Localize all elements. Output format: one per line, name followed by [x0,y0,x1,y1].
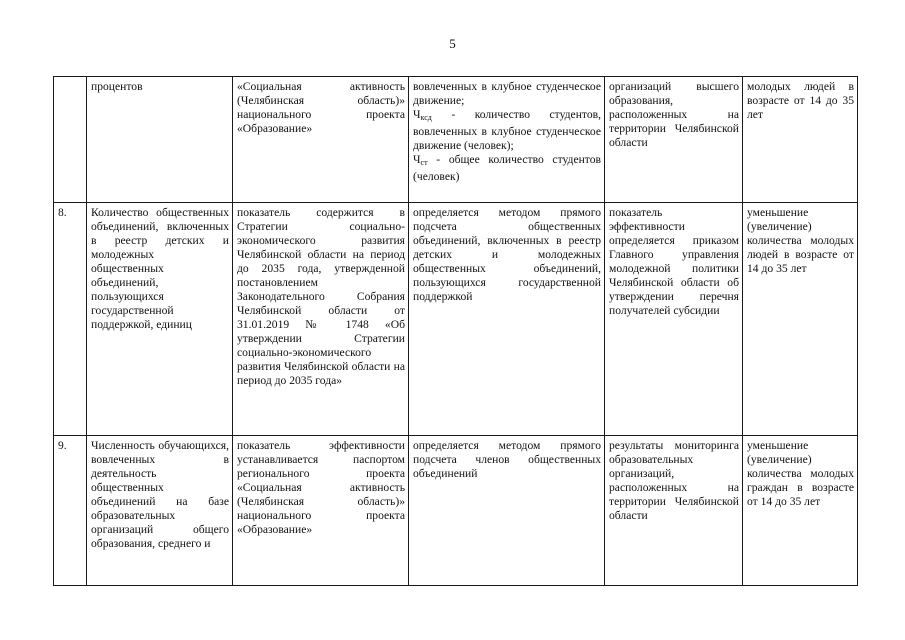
indicator-source: показатель эффективности устанавливается паспортом регионального проекта «Социальная активность (Челябинская область)» национального проекта «Образование» [233,436,409,586]
method-line: вовлеченных в клубное студенческое движение; [413,80,601,107]
row-number: 9. [54,436,87,586]
target-group: уменьшение (увеличение) количества молодых граждан в возрасте от 14 до 35 лет [743,436,858,586]
page-number: 5 [449,36,456,51]
calculation-method: определяется методом прямого подсчета общественных объединений, включенных в реестр детских и молодежных общественных объединений, пользующихся государственной поддержкой [409,203,605,436]
variable-symbol: Ч [413,153,421,166]
table-row [54,77,858,203]
calculation-method [409,77,605,203]
data-source: организаций высшего образования, расположенных на территории Челябинской области [605,77,743,203]
data-source: результаты мониторинга образовательных организаций, расположенных на территории Челябинской области [605,436,743,586]
indicator-name: Численность обучающихся, вовлеченных в деятельность общественных объединений на базе образовательных организаций общего образования, среднего и [87,436,233,586]
row-number [54,77,87,203]
variable-description: - количество студентов, вовлеченных в клубное студенческое движение (человек); [413,108,601,152]
table-row [54,203,858,436]
indicator-source: «Социальная активность (Челябинская область)» национального проекта «Образование» [233,77,409,203]
table-row [54,436,858,586]
variable-description: - общее количество студентов (человек) [413,153,601,183]
target-group: уменьшение (увеличение) количества молодых людей в возрасте от 14 до 35 лет [743,203,858,436]
variable-subscript: ст [420,158,428,167]
data-source: показатель эффективности определяется приказом Главного управления молодежной политики Челябинской области об утверждении перечня получателей субсидии [605,203,743,436]
variable-subscript: ксд [420,113,432,122]
indicators-table [53,76,858,586]
variable-symbol: Ч [413,108,421,121]
indicator-name: Количество общественных объединений, включенных в реестр детских и молодежных общественных объединений, пользующихся государственной поддержкой, единиц [87,203,233,436]
indicator-source: показатель содержится в Стратегии социально-экономического развития Челябинской области на период до 2035 года, утвержденной постановлением Законодательного Собрания Челябинской области от 31.01.2019 № 1748 «Об утверждении Стратегии социально-экономического развития Челябинской области на период до 2035 года» [233,203,409,436]
indicator-name: процентов [87,77,233,203]
calculation-method: определяется методом прямого подсчета членов общественных объединений [409,436,605,586]
target-group: молодых людей в возрасте от 14 до 35 лет [743,77,858,203]
row-number: 8. [54,203,87,436]
